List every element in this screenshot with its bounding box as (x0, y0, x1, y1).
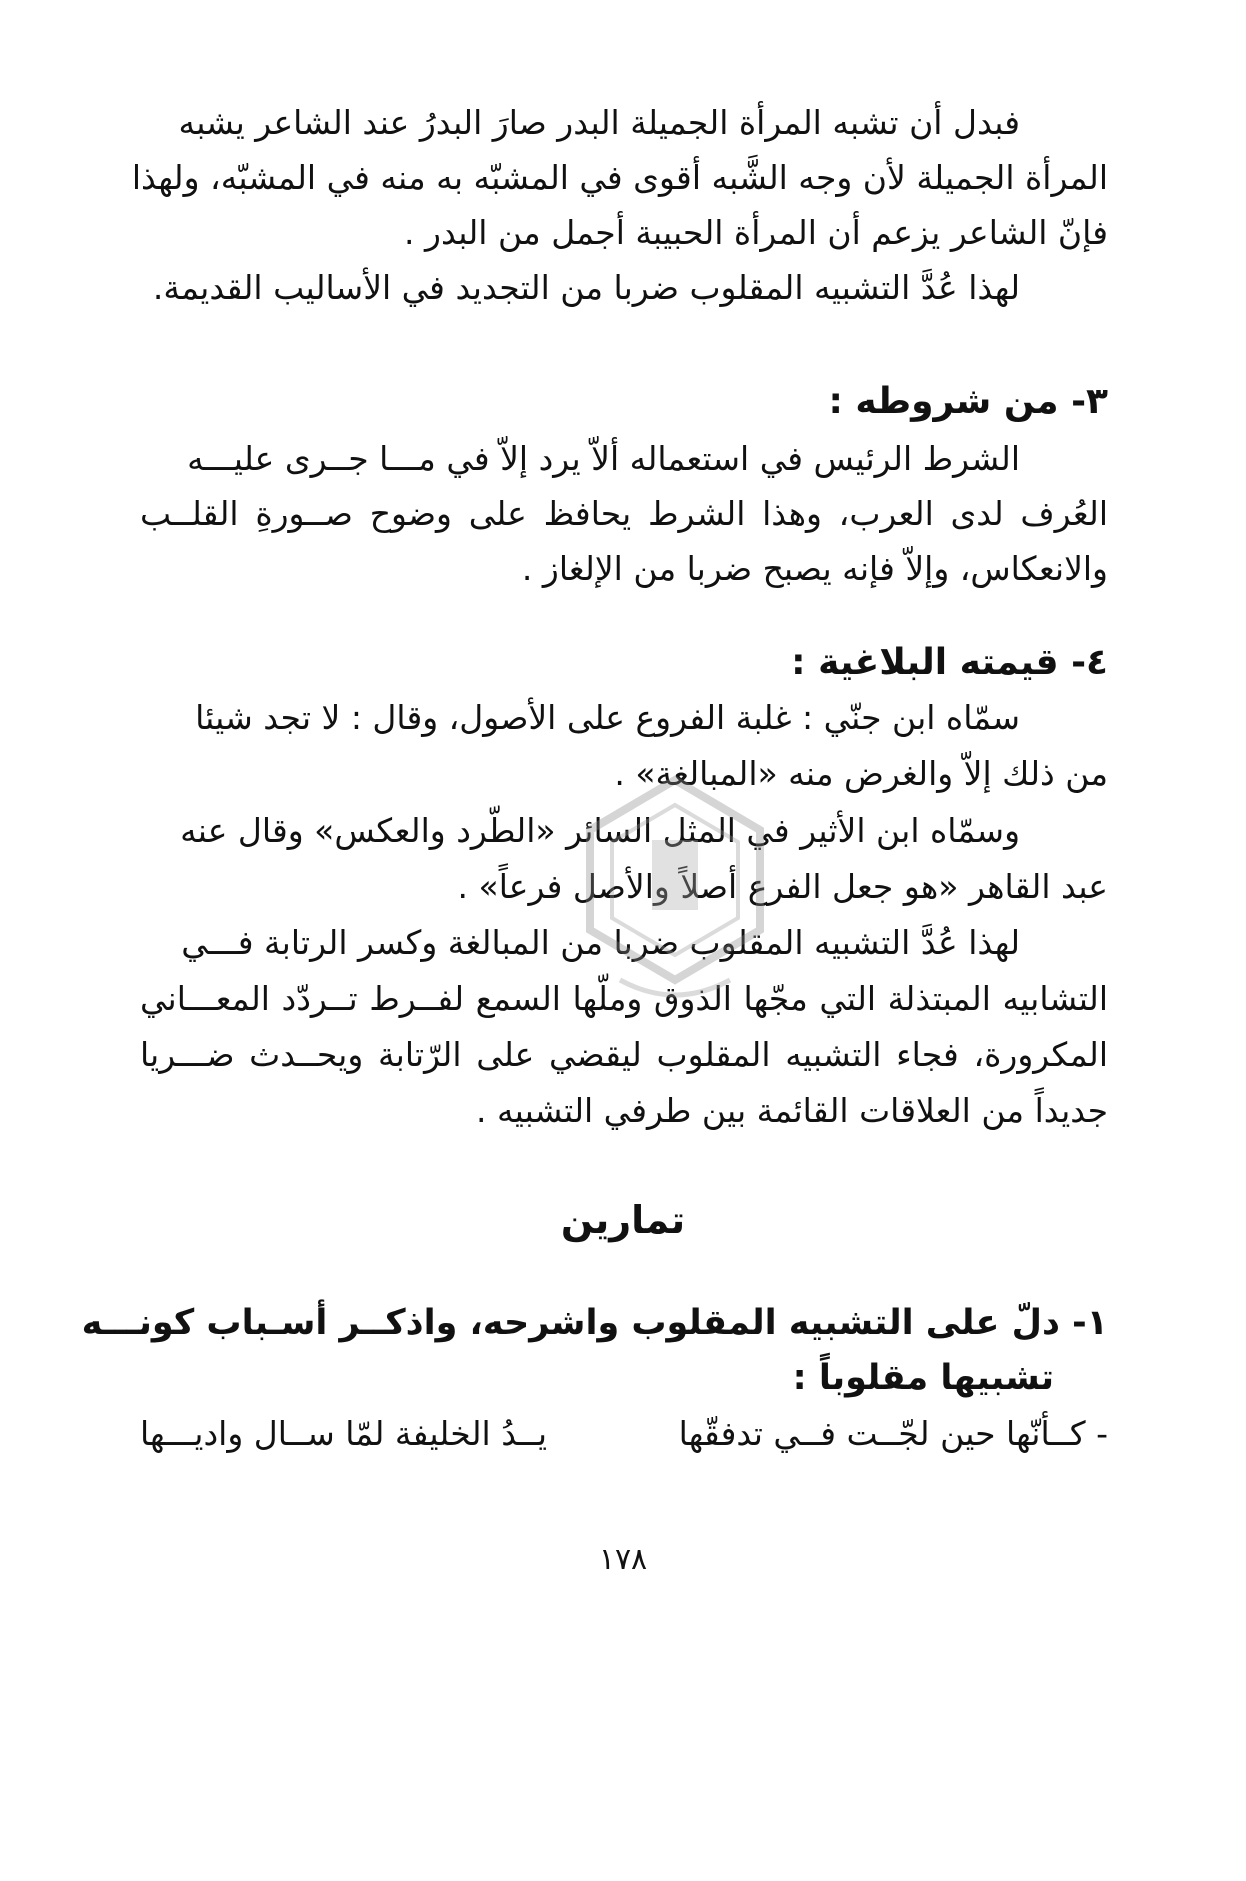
paragraph-line: لهذا عُدَّ التشبيه المقلوب ضربا من التجديد في الأساليب القديمة. (152, 268, 1020, 307)
paragraph-line: التشابيه المبتذلة التي مجّها الذوق وملّها السمع لفــرط تــردّد المعـــاني (140, 979, 1108, 1018)
exercises-heading: تمارين (560, 1198, 686, 1242)
page-number: ١٧٨ (598, 1542, 648, 1577)
paragraph-line: المكرورة، فجاء التشبيه المقلوب ليقضي على الرّتابة ويحــدث ضـــريا (140, 1035, 1108, 1074)
verse-first-hemistich: - كــأنّها حين لجّــت فــي تدفقّها (678, 1414, 1108, 1453)
paragraph-line: من ذلك إلاّ والغرض منه «المبالغة» . (614, 754, 1108, 793)
paragraph-line: فبدل أن تشبه المرأة الجميلة البدر صارَ البدرُ عند الشاعر يشبه (178, 103, 1020, 142)
paragraph-line: والانعكاس، وإلاّ فإنه يصبح ضربا من الإلغاز . (521, 549, 1108, 588)
section-heading: ٣- من شروطه : (828, 381, 1108, 422)
library-seal-icon (560, 770, 790, 1010)
paragraph-line: فإنّ الشاعر يزعم أن المرأة الحبيبة أجمل من البدر . (404, 213, 1108, 252)
paragraph-line: الشرط الرئيس في استعماله ألاّ يرد إلاّ في مـــا جــرى عليـــه (187, 439, 1020, 478)
section-heading: ٤- قيمته البلاغية : (791, 642, 1108, 683)
exercise-line: ١- دلّ على التشبيه المقلوب واشرحه، واذكــر أسـباب كونـــه (81, 1303, 1108, 1343)
paragraph-line: سمّاه ابن جنّي : غلبة الفروع على الأصول، وقال : لا تجد شيئا (195, 698, 1020, 737)
paragraph-line: المرأة الجميلة لأن وجه الشَّبه أقوى في المشبّه به منه في المشبّه، ولهذا (131, 158, 1108, 197)
paragraph-line: وسمّاه ابن الأثير في المثل السائر «الطّرد والعكس» وقال عنه (180, 811, 1020, 850)
verse-second-hemistich: يــدُ الخليفة لمّا ســال واديـــها (140, 1414, 548, 1453)
paragraph-line: لهذا عُدَّ التشبيه المقلوب ضربا من المبالغة وكسر الرتابة فـــي (181, 923, 1020, 962)
paragraph-line: العُرف لدى العرب، وهذا الشرط يحافظ على وضوح صــورةِ القلــب (140, 494, 1108, 533)
paragraph-line: عبد القاهر «هو جعل الفرع أصلاً والأصل فرعاً» . (457, 867, 1108, 906)
paragraph-line: جديداً من العلاقات القائمة بين طرفي التشبيه . (475, 1091, 1108, 1130)
exercise-line: تشبيها مقلوباً : (792, 1358, 1054, 1398)
